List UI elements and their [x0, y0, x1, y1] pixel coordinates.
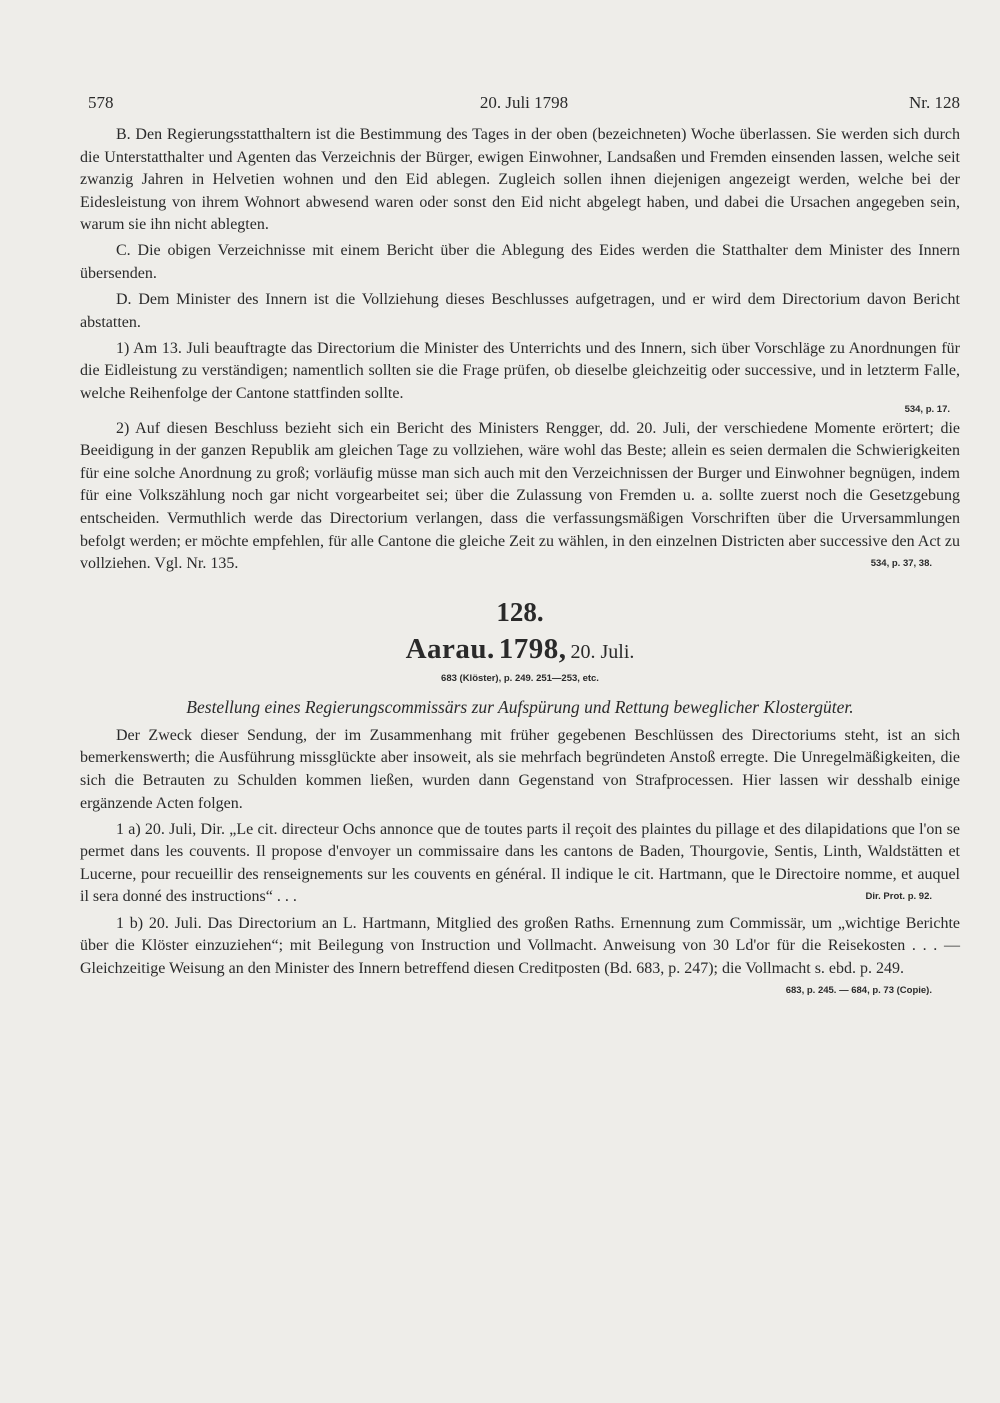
entry-1b-text: 1 b) 20. Juli. Das Directorium an L. Hartmann, Mitglied des großen Raths. Ernennung zum Commissär, um „wichtige Berichte über die Klöster einzuziehen“; mit Beilegung von Instruction und Vollmacht. Anweisung von 30 Ld'or für die Reisekosten . . . — Gleichzeitige Weisung an den Minister des Innern betreffend diesen Creditposten (Bd. 683, p. 247); die Vollmacht s. ebd. p. 249. [80, 914, 960, 977]
document-intro: Der Zweck dieser Sendung, der im Zusammenhang mit früher gegebenen Beschlüssen des Directoriums steht, ist an sich bemerkenswerth; die Ausführung missglückte aber insoweit, als sie mehrfach begründeten Anstoß erregte. Die Unregelmäßigkeiten, die sich die Betrauten zu Schulden kommen ließen, wurden dann Gegenstand von Strafprocessen. Hier lassen wir desshalb einige ergänzende Acten folgen. [80, 726, 960, 812]
page-body [80, 124, 960, 1003]
footnote-2 [80, 418, 960, 576]
document-day: 20. Juli. [570, 640, 635, 663]
paragraph-d: D. Dem Minister des Innern ist die Vollziehung dieses Beschlusses aufgetragen, und er wird dem Directorium davon Bericht abstatten. [80, 291, 960, 331]
header-doc-number: Nr. 128 [909, 93, 960, 112]
footnote-1-ref: 534, p. 17. [904, 403, 950, 415]
document-source: 683 (Klöster), p. 249. 251—253, etc. [441, 672, 599, 684]
header-date: 20. Juli 1798 [479, 93, 569, 112]
document-number: 128. [496, 596, 544, 627]
footnotes [80, 338, 960, 576]
entry-1a [80, 819, 960, 909]
footnote-2-text: 2) Auf diesen Beschluss bezieht sich ein Bericht des Ministers Rengger, dd. 20. Juli, der verschiedene Momente erörtert; die Beeidigung in der ganzen Republik am gleichen Tage zu vollziehen, wäre wohl das Beste; allein es seien dermalen die Schwierigkeiten für eine solche Anordnung zu groß; vorläufig müsse man sich auch mit den Verzeichnissen der Burger und Einwohner begnügen, indem für eine Volkszählung noch gar nicht vorgearbeitet sei; über die Zulassung von Fremden u. a. sollte zuerst noch die Gesetzgebung entscheiden. Vermuthlich werde das Directorium verlangen, dass die verfassungsmäßigen Vorschriften über die Urversammlungen befolgt werden; er möchte empfehlen, für alle Cantone die gleiche Zeit zu wählen, in den einzelnen Districten aber successive den Act zu vollziehen. Vgl. Nr. 135. [80, 419, 960, 573]
paragraph-c: C. Die obigen Verzeichnisse mit einem Bericht über die Ablegung des Eides werden die Statthalter dem Minister des Innern übersenden. [80, 242, 960, 283]
footnote-1: 1) Am 13. Juli beauftragte das Directorium die Minister des Unterrichts und des Innern, sich über Vorschläge zu Anordnungen für die Eidleistung zu verständigen; namentlich sollten sie die Frage prüfen, ob dieselbe gleichzeitig oder successive, und in letzterm Falle, welche Reihenfolge der Cantone stattfinden sollte. [80, 339, 960, 403]
page-number: 578 [88, 93, 114, 112]
document-title: Bestellung eines Regierungscommissärs zur Aufspürung und Rettung beweglicher Klostergüter. [186, 696, 854, 717]
document-year: 1798, [498, 632, 567, 665]
entry-1b-ref: 683, p. 245. — 684, p. 73 (Copie). [785, 985, 932, 997]
entry-1a-ref: Dir. Prot. p. 92. [865, 891, 932, 903]
entry-1b [80, 913, 960, 997]
entry-1a-text: 1 a) 20. Juli, Dir. „Le cit. directeur Ochs annonce que de toutes parts il reçoit des plaintes du pillage et des dilapidations que l'on se permet dans les couvents. Il propose d'envoyer un commissaire dans les cantons de Baden, Thourgovie, Sentis, Linth, Waldstätten et Lucerne, pour recueillir des renseignements sur les couvents en général. Il indique le cit. Hartmann, que le Directoire nomme, et auquel il sera donné des instructions“ . . . [80, 820, 960, 906]
document-place: Aarau. [405, 632, 495, 665]
document-place-date [80, 632, 960, 671]
page-header [88, 93, 960, 117]
paragraph-b: B. Den Regierungsstatthaltern ist die Bestimmung des Tages in der oben (bezeichneten) Woche überlassen. Sie werden sich durch die Unterstatthalter und Agenten das Verzeichnis der Bürger, ewigen Einwohner, Landsaßen und Fremden einsenden lassen, welche seit zwanzig Jahren in Helvetien wohnen und den Eid ablegen. Zugleich sollen ihnen diejenigen angezeigt werden, welche bei der Eidesleistung von ihrem Wohnort abwesend waren oder sonst den Eid nicht abgelegt haben, und dabei die Ursachen angegeben sein, warum sie ihn nicht ablegten. [80, 126, 960, 234]
footnote-2-ref: 534, p. 37, 38. [870, 558, 932, 570]
